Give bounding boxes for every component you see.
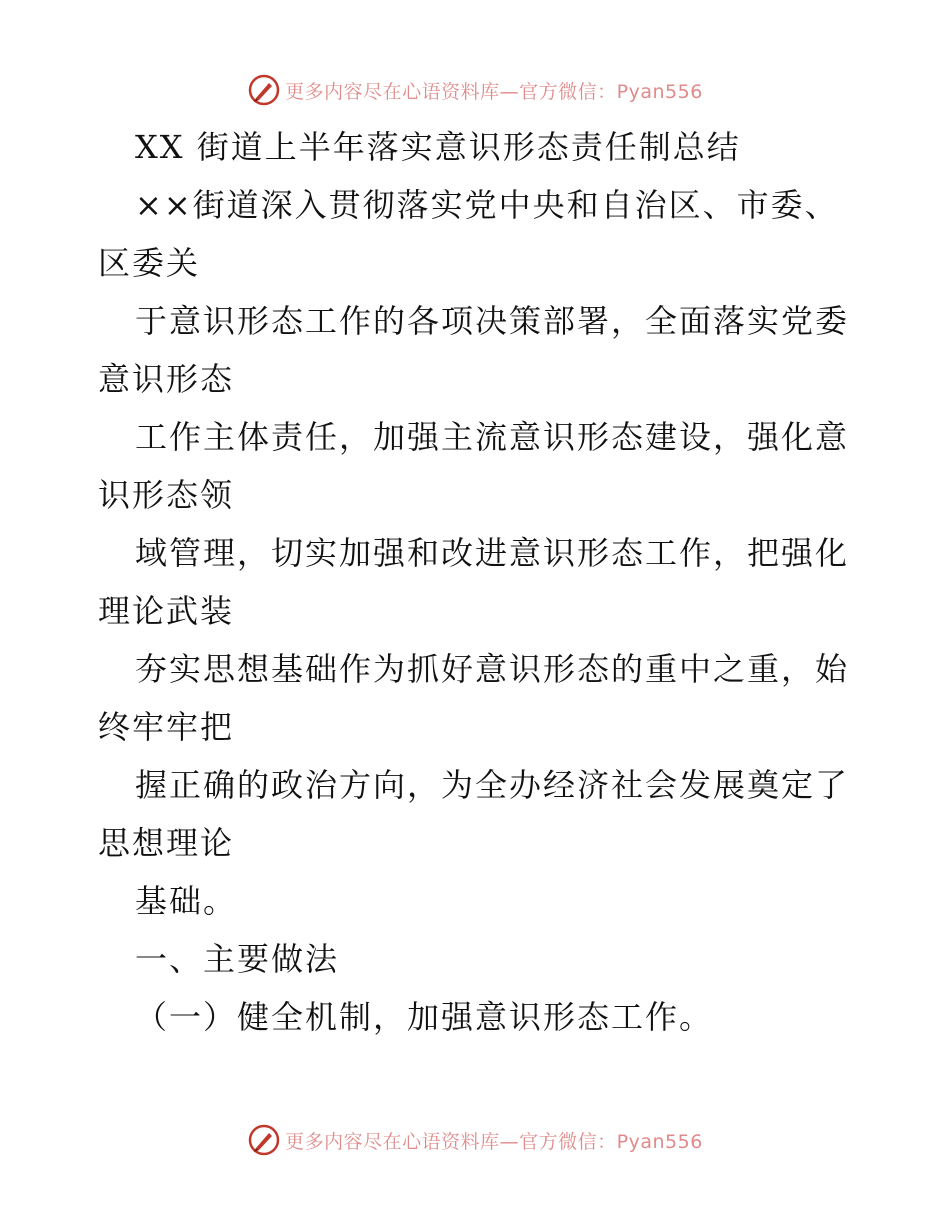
paragraph-line: 夯实思想基础作为抓好意识形态的重中之重，始: [135, 650, 850, 688]
section-heading: 一、主要做法: [135, 940, 340, 978]
paragraph-line: 于意识形态工作的各项决策部署，全面落实党委: [135, 302, 850, 340]
paragraph-line: 握正确的政治方向，为全办经济社会发展奠定了: [135, 766, 850, 804]
watermark-footer: [0, 1120, 950, 1160]
paragraph-line: 意识形态: [98, 360, 235, 398]
document-body: [98, 118, 858, 1046]
paragraph-line: 理论武装: [98, 592, 235, 630]
paragraph-line: 思想理论: [98, 824, 235, 862]
paragraph-line: 基础。: [135, 882, 238, 920]
paragraph-line: 工作主体责任，加强主流意识形态建设，强化意: [135, 418, 850, 456]
paragraph-line: 识形态领: [98, 476, 235, 514]
watermark-text: 更多内容尽在心语资料库—官方微信：Pyan556: [285, 80, 703, 103]
watermark-header: [0, 70, 950, 110]
document-title: XX 街道上半年落实意识形态责任制总结: [135, 128, 741, 166]
subsection-heading: （一）健全机制，加强意识形态工作。: [135, 998, 714, 1036]
paragraph-line: 区委关: [98, 244, 201, 282]
paragraph-line: 终牢牢把: [98, 708, 235, 746]
pen-logo-icon: [247, 73, 281, 107]
paragraph-line: 域管理，切实加强和改进意识形态工作，把强化: [135, 534, 850, 572]
paragraph-line: ××街道深入贯彻落实党中央和自治区、市委、: [135, 186, 839, 224]
pen-logo-icon: [247, 1123, 281, 1157]
watermark-text: 更多内容尽在心语资料库—官方微信：Pyan556: [285, 1130, 703, 1153]
